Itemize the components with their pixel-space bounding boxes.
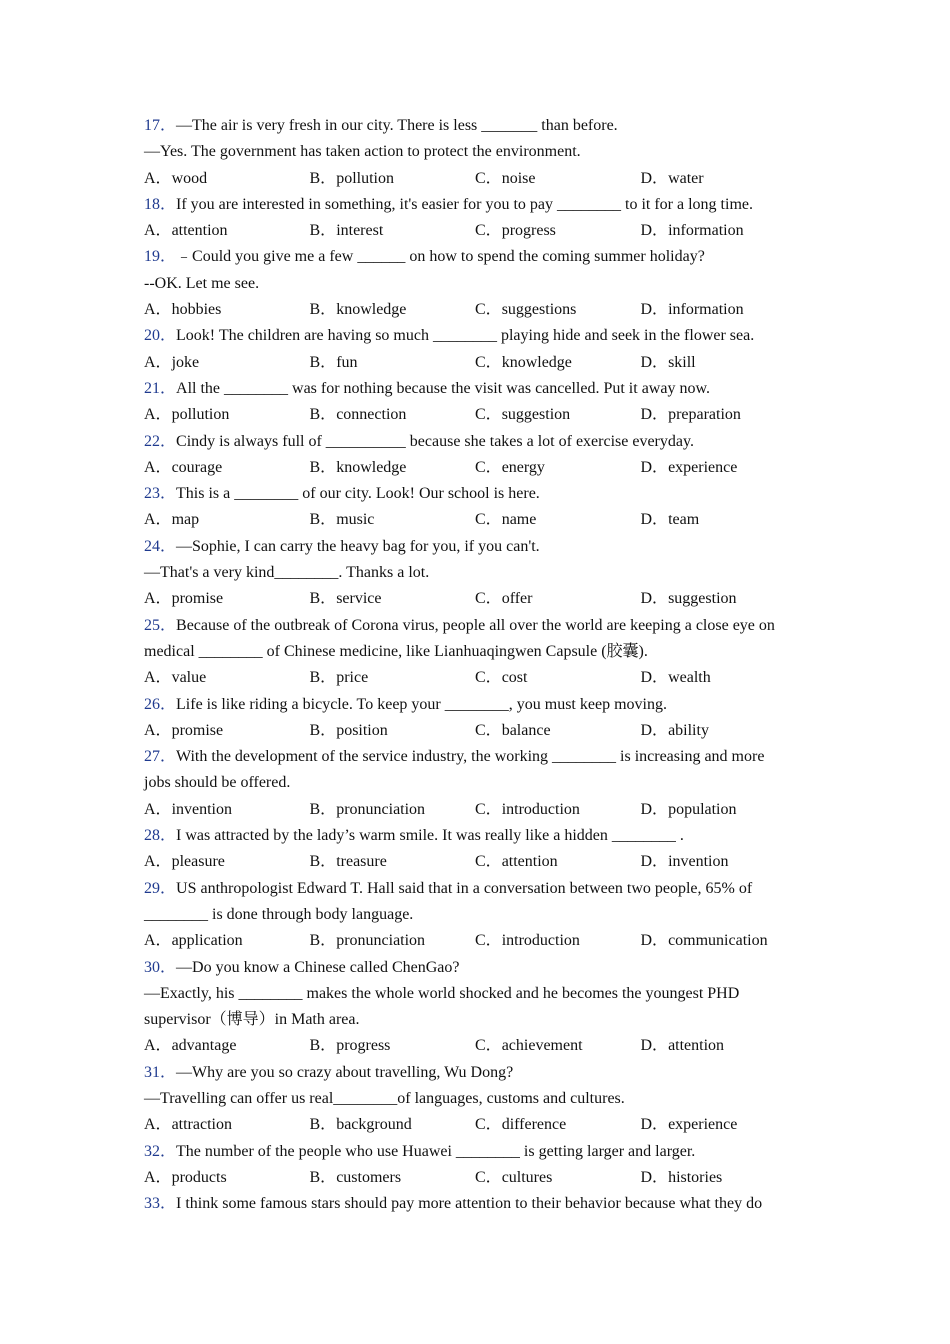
question-stem bbox=[144, 534, 824, 560]
option-letter: A． bbox=[144, 511, 172, 529]
options-row bbox=[144, 1165, 824, 1191]
question-stem bbox=[144, 244, 824, 270]
question-stem-continued bbox=[144, 981, 824, 1007]
option-text: introduction bbox=[501, 800, 580, 818]
option-c[interactable] bbox=[475, 586, 641, 612]
option-a[interactable] bbox=[144, 1112, 310, 1138]
option-letter: B． bbox=[309, 406, 337, 424]
option-text: name bbox=[501, 511, 537, 529]
option-letter: B． bbox=[309, 669, 337, 687]
option-text: customers bbox=[336, 1168, 402, 1186]
option-b[interactable] bbox=[310, 218, 476, 244]
option-letter: A． bbox=[144, 1037, 172, 1055]
option-text: application bbox=[171, 932, 243, 950]
option-a[interactable] bbox=[144, 928, 310, 954]
question-stem bbox=[144, 955, 824, 981]
option-text: balance bbox=[501, 721, 551, 739]
question-stem-continued bbox=[144, 639, 824, 665]
option-letter: C． bbox=[475, 511, 502, 529]
question-stem-continued bbox=[144, 271, 824, 297]
options-row bbox=[144, 849, 824, 875]
option-letter: C． bbox=[475, 458, 502, 476]
question-stem-continued bbox=[144, 902, 824, 928]
question-20 bbox=[144, 323, 824, 376]
option-letter: D． bbox=[640, 353, 669, 371]
option-text: attention bbox=[171, 222, 228, 240]
options-row bbox=[144, 665, 824, 691]
question-number: 28． bbox=[144, 827, 177, 845]
options-row bbox=[144, 166, 824, 192]
option-d[interactable] bbox=[641, 1112, 807, 1138]
option-c[interactable] bbox=[475, 218, 641, 244]
option-text: fun bbox=[336, 353, 358, 371]
question-30 bbox=[144, 955, 824, 1060]
question-text: —Exactly, his ________ makes the whole world shocked and he becomes the youngest PHD bbox=[144, 984, 740, 1002]
options-row bbox=[144, 350, 824, 376]
question-text: jobs should be offered. bbox=[144, 774, 291, 792]
option-letter: B． bbox=[309, 1037, 337, 1055]
option-text: promise bbox=[171, 721, 224, 739]
option-a[interactable] bbox=[144, 455, 310, 481]
question-text: I think some famous stars should pay more attention to their behavior because what they do bbox=[176, 1195, 763, 1213]
option-a[interactable] bbox=[144, 350, 310, 376]
option-letter: A． bbox=[144, 406, 172, 424]
option-text: promise bbox=[171, 590, 224, 608]
option-text: water bbox=[668, 169, 704, 187]
option-text: ability bbox=[668, 721, 709, 739]
option-letter: C． bbox=[475, 669, 502, 687]
question-stem bbox=[144, 1060, 824, 1086]
question-number: 27． bbox=[144, 748, 177, 766]
option-d[interactable] bbox=[641, 718, 807, 744]
question-26 bbox=[144, 692, 824, 745]
option-letter: D． bbox=[640, 222, 669, 240]
option-b[interactable] bbox=[310, 665, 476, 691]
option-a[interactable] bbox=[144, 797, 310, 823]
option-c[interactable] bbox=[475, 849, 641, 875]
options-row bbox=[144, 218, 824, 244]
question-text: All the ________ was for nothing because the visit was cancelled. Put it away now. bbox=[176, 379, 710, 397]
option-letter: D． bbox=[640, 1037, 669, 1055]
option-letter: A． bbox=[144, 222, 172, 240]
option-letter: C． bbox=[475, 721, 502, 739]
option-text: music bbox=[336, 511, 375, 529]
option-d[interactable] bbox=[641, 297, 807, 323]
option-text: suggestions bbox=[501, 301, 577, 319]
question-28 bbox=[144, 823, 824, 876]
options-row bbox=[144, 586, 824, 612]
option-letter: B． bbox=[309, 800, 337, 818]
option-letter: A． bbox=[144, 669, 172, 687]
option-letter: A． bbox=[144, 301, 172, 319]
option-text: suggestion bbox=[501, 406, 571, 424]
option-text: experience bbox=[668, 458, 738, 476]
option-b[interactable] bbox=[310, 586, 476, 612]
option-letter: A． bbox=[144, 800, 172, 818]
option-letter: B． bbox=[309, 590, 337, 608]
option-letter: D． bbox=[640, 169, 669, 187]
option-letter: D． bbox=[640, 800, 669, 818]
question-stem-continued bbox=[144, 139, 824, 165]
option-d[interactable] bbox=[641, 586, 807, 612]
option-letter: C． bbox=[475, 353, 502, 371]
option-letter: C． bbox=[475, 932, 502, 950]
option-b[interactable] bbox=[310, 402, 476, 428]
option-text: skill bbox=[668, 353, 696, 371]
question-text: --OK. Let me see. bbox=[144, 274, 260, 292]
option-letter: B． bbox=[309, 1116, 337, 1134]
option-text: wood bbox=[171, 169, 208, 187]
option-a[interactable] bbox=[144, 1165, 310, 1191]
question-text: US anthropologist Edward T. Hall said that in a conversation between two people, 65% of bbox=[176, 879, 753, 897]
option-text: price bbox=[336, 669, 369, 687]
question-text: With the development of the service industry, the working ________ is increasing and more bbox=[176, 748, 765, 766]
question-number: 22． bbox=[144, 432, 177, 450]
option-letter: D． bbox=[640, 721, 669, 739]
option-a[interactable] bbox=[144, 718, 310, 744]
question-stem-continued bbox=[144, 560, 824, 586]
question-number: 26． bbox=[144, 695, 177, 713]
question-18 bbox=[144, 192, 824, 245]
question-24 bbox=[144, 534, 824, 613]
question-sheet bbox=[144, 113, 824, 1217]
option-text: interest bbox=[336, 222, 384, 240]
option-letter: B． bbox=[309, 721, 337, 739]
question-number: 18． bbox=[144, 195, 177, 213]
option-a[interactable] bbox=[144, 507, 310, 533]
option-a[interactable] bbox=[144, 1033, 310, 1059]
question-number: 21． bbox=[144, 379, 177, 397]
option-text: offer bbox=[501, 590, 533, 608]
option-d[interactable] bbox=[641, 797, 807, 823]
options-row bbox=[144, 1112, 824, 1138]
option-letter: A． bbox=[144, 1168, 172, 1186]
option-letter: A． bbox=[144, 721, 172, 739]
option-text: invention bbox=[171, 800, 232, 818]
question-31 bbox=[144, 1060, 824, 1139]
option-b[interactable] bbox=[310, 1112, 476, 1138]
option-c[interactable] bbox=[475, 166, 641, 192]
option-a[interactable] bbox=[144, 665, 310, 691]
option-d[interactable] bbox=[641, 218, 807, 244]
option-letter: C． bbox=[475, 406, 502, 424]
option-text: information bbox=[668, 301, 744, 319]
question-number: 24． bbox=[144, 537, 177, 555]
option-letter: B． bbox=[309, 458, 337, 476]
option-b[interactable] bbox=[310, 166, 476, 192]
option-letter: D． bbox=[640, 511, 669, 529]
option-d[interactable] bbox=[641, 928, 807, 954]
option-text: knowledge bbox=[336, 458, 407, 476]
option-text: advantage bbox=[171, 1037, 237, 1055]
option-b[interactable] bbox=[310, 718, 476, 744]
option-letter: A． bbox=[144, 353, 172, 371]
option-letter: C． bbox=[475, 853, 502, 871]
question-21 bbox=[144, 376, 824, 429]
option-letter: D． bbox=[640, 932, 669, 950]
option-c[interactable] bbox=[475, 1112, 641, 1138]
option-letter: D． bbox=[640, 458, 669, 476]
question-text: ________ is done through body language. bbox=[144, 905, 414, 923]
question-text: Because of the outbreak of Corona virus, people all over the world are keeping a close eye on bbox=[176, 616, 775, 634]
option-c[interactable] bbox=[475, 350, 641, 376]
question-number: 23． bbox=[144, 485, 177, 503]
option-letter: B． bbox=[309, 1168, 337, 1186]
option-c[interactable] bbox=[475, 928, 641, 954]
question-text: —Do you know a Chinese called ChenGao? bbox=[176, 958, 460, 976]
option-letter: A． bbox=[144, 169, 172, 187]
option-c[interactable] bbox=[475, 718, 641, 744]
question-number: 20． bbox=[144, 327, 177, 345]
option-d[interactable] bbox=[641, 350, 807, 376]
option-b[interactable] bbox=[310, 350, 476, 376]
option-c[interactable] bbox=[475, 297, 641, 323]
option-text: team bbox=[668, 511, 700, 529]
option-text: background bbox=[336, 1116, 412, 1134]
option-letter: A． bbox=[144, 458, 172, 476]
option-text: pronunciation bbox=[336, 932, 426, 950]
option-text: cultures bbox=[501, 1168, 553, 1186]
option-a[interactable] bbox=[144, 586, 310, 612]
question-text: If you are interested in something, it's easier for you to pay ________ to it for a long time. bbox=[176, 195, 753, 213]
option-letter: D． bbox=[640, 669, 669, 687]
option-text: knowledge bbox=[501, 353, 572, 371]
question-number: 31． bbox=[144, 1063, 177, 1081]
option-b[interactable] bbox=[310, 928, 476, 954]
option-letter: D． bbox=[640, 853, 669, 871]
options-row bbox=[144, 797, 824, 823]
option-a[interactable] bbox=[144, 166, 310, 192]
option-a[interactable] bbox=[144, 297, 310, 323]
question-stem bbox=[144, 823, 824, 849]
options-row bbox=[144, 455, 824, 481]
option-a[interactable] bbox=[144, 402, 310, 428]
option-c[interactable] bbox=[475, 665, 641, 691]
option-text: progress bbox=[501, 222, 556, 240]
option-c[interactable] bbox=[475, 1033, 641, 1059]
option-letter: B． bbox=[309, 511, 337, 529]
option-text: preparation bbox=[668, 406, 741, 424]
question-text: medical ________ of Chinese medicine, like Lianhuaqingwen Capsule (胶囊). bbox=[144, 642, 648, 660]
option-letter: C． bbox=[475, 169, 502, 187]
options-row bbox=[144, 402, 824, 428]
option-letter: B． bbox=[309, 853, 337, 871]
option-text: pronunciation bbox=[336, 800, 426, 818]
option-letter: A． bbox=[144, 853, 172, 871]
question-stem bbox=[144, 692, 824, 718]
option-d[interactable] bbox=[641, 455, 807, 481]
question-number: 17． bbox=[144, 117, 177, 134]
question-stem bbox=[144, 876, 824, 902]
option-text: cost bbox=[501, 669, 528, 687]
question-17 bbox=[144, 113, 824, 192]
question-stem bbox=[144, 192, 824, 218]
option-text: courage bbox=[171, 458, 223, 476]
option-letter: D． bbox=[640, 406, 669, 424]
question-text: Life is like riding a bicycle. To keep your ________, you must keep moving. bbox=[176, 695, 667, 713]
question-text: —Sophie, I can carry the heavy bag for you, if you can't. bbox=[176, 537, 540, 555]
option-text: connection bbox=[336, 406, 407, 424]
question-text: This is a ________ of our city. Look! Our school is here. bbox=[176, 485, 540, 503]
option-text: noise bbox=[501, 169, 536, 187]
option-letter: C． bbox=[475, 1116, 502, 1134]
option-letter: B． bbox=[309, 353, 337, 371]
option-letter: D． bbox=[640, 1168, 669, 1186]
option-letter: A． bbox=[144, 1116, 172, 1134]
option-text: pollution bbox=[171, 406, 230, 424]
question-number: 32． bbox=[144, 1142, 177, 1160]
option-text: communication bbox=[668, 932, 768, 950]
question-33 bbox=[144, 1191, 824, 1217]
question-32 bbox=[144, 1139, 824, 1192]
option-d[interactable] bbox=[641, 166, 807, 192]
question-stem bbox=[144, 744, 824, 770]
option-letter: B． bbox=[309, 301, 337, 319]
option-d[interactable] bbox=[641, 1033, 807, 1059]
question-number: 29． bbox=[144, 879, 177, 897]
question-22 bbox=[144, 429, 824, 482]
option-text: products bbox=[171, 1168, 227, 1186]
option-text: introduction bbox=[501, 932, 580, 950]
question-text: I was attracted by the lady’s warm smile. It was really like a hidden ________ . bbox=[176, 827, 684, 845]
option-text: achievement bbox=[501, 1037, 583, 1055]
question-text: The number of the people who use Huawei ________ is getting larger and larger. bbox=[176, 1142, 696, 1160]
question-stem bbox=[144, 376, 824, 402]
question-23 bbox=[144, 481, 824, 534]
option-letter: B． bbox=[309, 222, 337, 240]
option-text: position bbox=[336, 721, 388, 739]
option-letter: D． bbox=[640, 301, 669, 319]
option-b[interactable] bbox=[310, 455, 476, 481]
option-text: information bbox=[668, 222, 744, 240]
option-letter: C． bbox=[475, 1168, 502, 1186]
question-text: supervisor（博导）in Math area. bbox=[144, 1011, 360, 1029]
option-d[interactable] bbox=[641, 665, 807, 691]
option-text: attraction bbox=[171, 1116, 232, 1134]
option-letter: C． bbox=[475, 590, 502, 608]
question-stem bbox=[144, 1191, 824, 1217]
question-text: —Yes. The government has taken action to protect the environment. bbox=[144, 143, 581, 161]
question-number: 25． bbox=[144, 616, 177, 634]
option-b[interactable] bbox=[310, 1165, 476, 1191]
option-d[interactable] bbox=[641, 507, 807, 533]
question-stem bbox=[144, 481, 824, 507]
options-row bbox=[144, 928, 824, 954]
question-number: 19． bbox=[144, 248, 177, 266]
question-text: Cindy is always full of __________ because she takes a lot of exercise everyday. bbox=[176, 432, 694, 450]
option-text: attention bbox=[668, 1037, 725, 1055]
option-c[interactable] bbox=[475, 1165, 641, 1191]
option-letter: A． bbox=[144, 590, 172, 608]
option-text: progress bbox=[336, 1037, 391, 1055]
option-text: attention bbox=[501, 853, 558, 871]
option-letter: C． bbox=[475, 800, 502, 818]
option-text: knowledge bbox=[336, 301, 407, 319]
option-text: hobbies bbox=[171, 301, 222, 319]
option-text: histories bbox=[668, 1168, 723, 1186]
option-b[interactable] bbox=[310, 297, 476, 323]
option-text: service bbox=[336, 590, 382, 608]
option-c[interactable] bbox=[475, 455, 641, 481]
option-c[interactable] bbox=[475, 797, 641, 823]
question-stem bbox=[144, 323, 824, 349]
option-text: value bbox=[171, 669, 207, 687]
option-a[interactable] bbox=[144, 849, 310, 875]
question-27 bbox=[144, 744, 824, 823]
option-text: pleasure bbox=[171, 853, 225, 871]
question-25 bbox=[144, 613, 824, 692]
option-letter: A． bbox=[144, 932, 172, 950]
question-number: 30． bbox=[144, 958, 177, 976]
question-text: —Travelling can offer us real________of languages, customs and cultures. bbox=[144, 1089, 625, 1107]
question-stem bbox=[144, 613, 824, 639]
question-stem-continued bbox=[144, 1086, 824, 1112]
question-stem bbox=[144, 429, 824, 455]
option-letter: D． bbox=[640, 590, 669, 608]
option-text: map bbox=[171, 511, 200, 529]
options-row bbox=[144, 1033, 824, 1059]
option-a[interactable] bbox=[144, 218, 310, 244]
option-d[interactable] bbox=[641, 849, 807, 875]
question-stem-continued bbox=[144, 1007, 824, 1033]
option-b[interactable] bbox=[310, 797, 476, 823]
option-c[interactable] bbox=[475, 402, 641, 428]
option-d[interactable] bbox=[641, 402, 807, 428]
option-text: population bbox=[668, 800, 737, 818]
option-text: wealth bbox=[668, 669, 711, 687]
option-letter: D． bbox=[640, 1116, 669, 1134]
question-19 bbox=[144, 244, 824, 323]
question-text: ﹣Could you give me a few ______ on how to spend the coming summer holiday? bbox=[176, 248, 705, 266]
option-b[interactable] bbox=[310, 1033, 476, 1059]
option-letter: B． bbox=[309, 169, 337, 187]
option-text: invention bbox=[668, 853, 729, 871]
question-stem-continued bbox=[144, 770, 824, 796]
option-letter: C． bbox=[475, 1037, 502, 1055]
option-letter: B． bbox=[309, 932, 337, 950]
question-text: Look! The children are having so much ________ playing hide and seek in the flower sea. bbox=[176, 327, 755, 345]
option-text: energy bbox=[501, 458, 545, 476]
options-row bbox=[144, 718, 824, 744]
option-text: experience bbox=[668, 1116, 738, 1134]
option-text: suggestion bbox=[668, 590, 737, 608]
option-text: joke bbox=[171, 353, 200, 371]
question-stem bbox=[144, 113, 824, 139]
question-text: —That's a very kind________. Thanks a lot. bbox=[144, 564, 430, 582]
question-29 bbox=[144, 876, 824, 955]
options-row bbox=[144, 507, 824, 533]
option-b[interactable] bbox=[310, 507, 476, 533]
options-row bbox=[144, 297, 824, 323]
question-text: —Why are you so crazy about travelling, Wu Dong? bbox=[176, 1063, 514, 1081]
option-b[interactable] bbox=[310, 849, 476, 875]
question-stem bbox=[144, 1139, 824, 1165]
option-text: treasure bbox=[336, 853, 387, 871]
option-c[interactable] bbox=[475, 507, 641, 533]
question-number: 33． bbox=[144, 1195, 177, 1213]
option-text: pollution bbox=[336, 169, 394, 187]
option-letter: C． bbox=[475, 222, 502, 240]
option-d[interactable] bbox=[641, 1165, 807, 1191]
option-letter: C． bbox=[475, 301, 502, 319]
option-text: difference bbox=[501, 1116, 567, 1134]
question-text: —The air is very fresh in our city. There is less _______ than before. bbox=[176, 117, 618, 134]
